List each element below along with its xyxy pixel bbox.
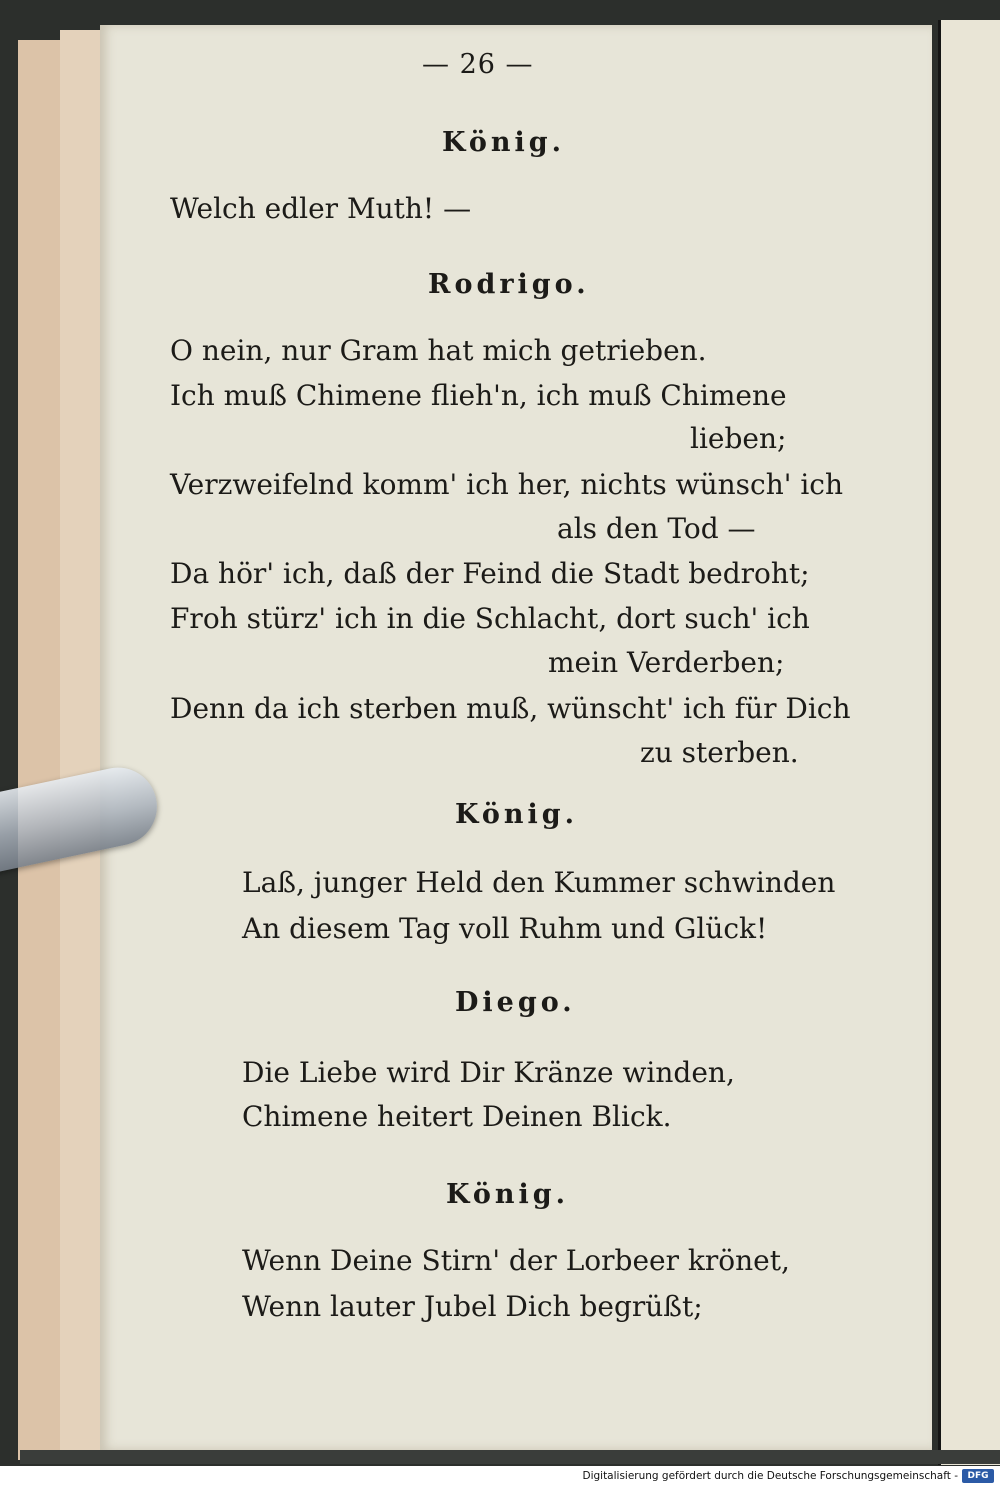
facing-page-edge	[938, 20, 1000, 1465]
verse-line: Froh stürz' ich in die Schlacht, dort such' ich	[170, 602, 810, 635]
verse-line: Da hör' ich, daß der Feind die Stadt bedroht;	[170, 557, 810, 590]
speaker-label: König.	[442, 127, 566, 158]
speaker-label: Rodrigo.	[428, 269, 590, 300]
speaker-label: König.	[455, 799, 579, 830]
scan-shadow	[20, 1450, 1000, 1464]
verse-line: lieben;	[690, 422, 787, 455]
verse-line: Wenn Deine Stirn' der Lorbeer krönet,	[242, 1244, 790, 1277]
book-page	[100, 25, 932, 1450]
verse-line: Denn da ich sterben muß, wünscht' ich für Dich	[170, 692, 851, 725]
verse-line: als den Tod —	[557, 512, 756, 545]
verse-line: Verzweifelnd komm' ich her, nichts wünsch' ich	[170, 468, 844, 501]
verse-line: Ich muß Chimene flieh'n, ich muß Chimene	[170, 379, 787, 412]
verse-line: Die Liebe wird Dir Kränze winden,	[242, 1056, 735, 1089]
page-number: — 26 —	[422, 49, 534, 80]
verse-line: Welch edler Muth! —	[170, 192, 472, 225]
verse-line: O nein, nur Gram hat mich getrieben.	[170, 334, 707, 367]
verse-line: Wenn lauter Jubel Dich begrüßt;	[242, 1290, 703, 1323]
speaker-label: Diego.	[455, 987, 576, 1018]
verse-line: mein Verderben;	[548, 646, 785, 679]
verse-line: zu sterben.	[640, 736, 799, 769]
verse-line: An diesem Tag voll Ruhm und Glück!	[242, 912, 768, 945]
verse-line: Chimene heitert Deinen Blick.	[242, 1100, 672, 1133]
dfg-logo: DFG	[962, 1469, 994, 1483]
verse-line: Laß, junger Held den Kummer schwinden	[242, 866, 836, 899]
speaker-label: König.	[446, 1179, 570, 1210]
funding-credit: Digitalisierung gefördert durch die Deutsche Forschungsgemeinschaft -	[582, 1470, 958, 1482]
